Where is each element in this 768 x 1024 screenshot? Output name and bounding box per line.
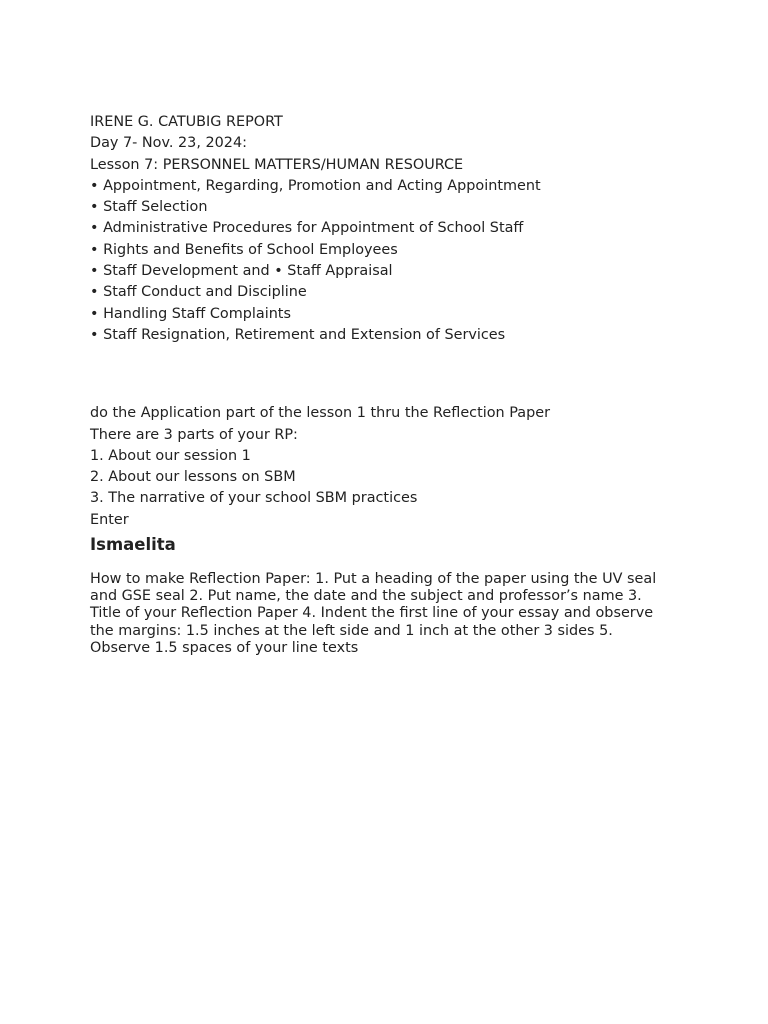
instructions-intro: do the Application part of the lesson 1 thru the Reflection Paper bbox=[90, 405, 550, 422]
part-item: 3. The narrative of your school SBM practices bbox=[90, 490, 418, 507]
report-title: IRENE G. CATUBIG REPORT bbox=[90, 114, 283, 130]
reflection-paper-instructions: How to make Reflection Paper: 1. Put a heading of the paper using the UV seal and GSE seal 2. Put name, the date and the subject and professor’s name 3. Title of your Reflection Paper 4. Indent the first line of your essay and observe the margins: 1.5 inches at the left side and 1 inch at the other 3 sides 5. Observe 1.5 spaces of your line texts bbox=[90, 571, 657, 656]
topic-item: • Appointment, Regarding, Promotion and Acting Appointment bbox=[90, 177, 541, 194]
topic-item: • Staff Selection bbox=[90, 199, 208, 216]
parts-heading: There are 3 parts of your RP: bbox=[90, 426, 298, 443]
topic-item: • Rights and Benefits of School Employees bbox=[90, 241, 398, 258]
topic-item: • Staff Resignation, Retirement and Extension of Services bbox=[90, 326, 506, 343]
blank-space bbox=[90, 346, 680, 403]
part-item: 2. About our lessons on SBM bbox=[90, 469, 296, 486]
lesson-title: Lesson 7: PERSONNEL MATTERS/HUMAN RESOURCE bbox=[90, 156, 464, 173]
topic-item: • Handling Staff Complaints bbox=[90, 305, 291, 322]
part-item: 1. About our session 1 bbox=[90, 447, 251, 464]
section-heading: Ismaelita bbox=[90, 535, 176, 555]
document-page bbox=[90, 112, 680, 657]
report-date: Day 7- Nov. 23, 2024: bbox=[90, 135, 247, 152]
enter-text: Enter bbox=[90, 511, 129, 528]
topic-item: • Staff Conduct and Discipline bbox=[90, 284, 307, 301]
topic-item: • Staff Development and • Staff Appraisal bbox=[90, 263, 393, 280]
topic-item: • Administrative Procedures for Appointment of School Staff bbox=[90, 220, 524, 237]
